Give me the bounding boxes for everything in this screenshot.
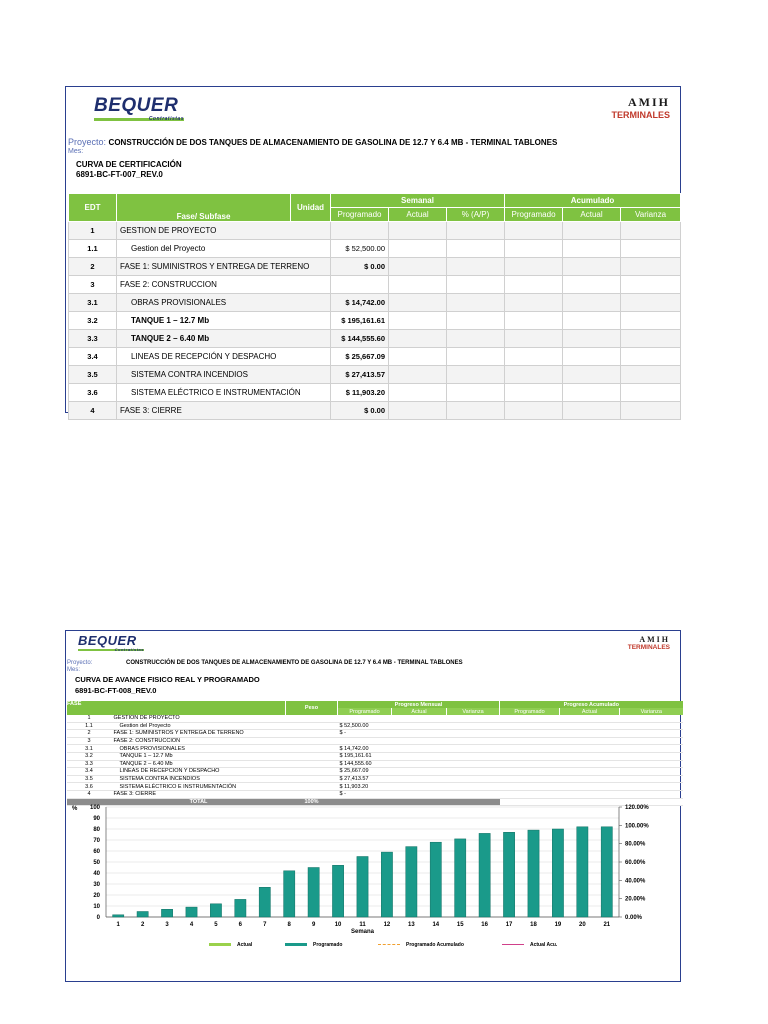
cell-fase: TANQUE 1 – 12.7 Mb xyxy=(117,312,331,330)
bar-programado xyxy=(552,829,563,917)
cell-fase: FASE 3: CIERRE xyxy=(112,790,286,798)
y2-tick-label: 80.00% xyxy=(625,841,646,848)
cell-amount xyxy=(331,222,389,240)
x-tick-label: 9 xyxy=(311,922,316,928)
y-tick-label: 70 xyxy=(93,838,100,844)
cell-fase: LINEAS DE RECEPCIÓN Y DESPACHO xyxy=(112,768,286,776)
y2-tick-label: 40.00% xyxy=(625,878,646,885)
bar-programado xyxy=(528,830,539,917)
x-tick-label: 5 xyxy=(214,922,218,928)
bar-programado xyxy=(381,852,392,917)
x-tick-label: 19 xyxy=(554,922,562,928)
cell-fase: Gestion del Proyecto xyxy=(112,722,286,730)
col-acumulado: Acumulado xyxy=(505,194,681,208)
table-row xyxy=(69,294,681,312)
bar-programado xyxy=(235,899,246,917)
cell-edt: 3 xyxy=(67,737,112,745)
table-row xyxy=(69,402,681,420)
cell-amount: $ 144,555.60 xyxy=(338,760,392,768)
x-tick-label: 2 xyxy=(140,922,145,928)
bar-programado xyxy=(357,857,368,918)
cell-edt: 1.1 xyxy=(67,722,112,730)
x-tick-label: 7 xyxy=(263,922,267,928)
legend-prog-acum xyxy=(378,942,464,948)
table-row xyxy=(69,384,681,402)
legend-swatch xyxy=(378,944,400,945)
sheet-code: 6891-BC-FT-008_REV.0 xyxy=(75,686,157,695)
month-label: Mes: xyxy=(68,148,84,155)
bar-programado xyxy=(186,907,197,917)
table-row xyxy=(69,258,681,276)
cell-fase: FASE 2: CONSTRUCCION xyxy=(117,276,331,294)
amih-logo-text: AMIH xyxy=(639,635,670,644)
cell-amount xyxy=(338,715,392,722)
x-tick-label: 20 xyxy=(579,922,586,928)
y-tick-label: 10 xyxy=(93,904,100,910)
table-row xyxy=(67,722,683,730)
table-row xyxy=(67,760,683,768)
bar-programado xyxy=(210,904,221,917)
legend-swatch xyxy=(285,943,307,946)
bar-programado xyxy=(137,912,148,918)
x-tick-label: 12 xyxy=(383,922,391,928)
y2-tick-label: 100.00% xyxy=(625,823,649,830)
cell-fase: FASE 1: SUMINISTROS Y ENTREGA DE TERRENO xyxy=(112,730,286,738)
col-pct: % (A/P) xyxy=(447,208,505,222)
col-programado: Programado xyxy=(331,208,389,222)
cell-edt: 4 xyxy=(69,402,117,420)
cell-amount: $ 0.00 xyxy=(331,258,389,276)
x-tick-label: 11 xyxy=(359,922,366,928)
cell-amount xyxy=(338,737,392,745)
sheet-title: CURVA DE AVANCE FISICO REAL Y PROGRAMADO xyxy=(75,675,260,684)
table-row xyxy=(69,366,681,384)
col-programado-acum: Programado xyxy=(505,208,563,222)
col-semanal: Semanal xyxy=(331,194,505,208)
y-tick-label: 60 xyxy=(93,849,100,855)
table-row xyxy=(67,768,683,776)
progress-chart xyxy=(66,801,680,941)
cell-amount: $ 52,500.00 xyxy=(338,722,392,730)
x-tick-label: 21 xyxy=(603,922,611,928)
x-tick-label: 16 xyxy=(481,922,488,928)
cell-edt: 3.6 xyxy=(67,783,112,791)
legend-swatch xyxy=(502,944,524,945)
cell-amount: $ 11,903.20 xyxy=(331,384,389,402)
terminales-text: TERMINALES xyxy=(611,110,670,120)
col-actual-acum: Actual xyxy=(563,208,621,222)
y2-tick-label: 20.00% xyxy=(625,896,646,903)
col-programado: Programado xyxy=(338,708,392,715)
cell-amount: $ - xyxy=(338,790,392,798)
bequer-logo-sub: Contratistas xyxy=(114,647,144,652)
cell-amount: $ 195,161.61 xyxy=(338,752,392,760)
cell-amount: $ 195,161.61 xyxy=(331,312,389,330)
legend-label: Actual xyxy=(237,942,253,948)
bar-programado xyxy=(284,871,295,917)
total-peso: 100% xyxy=(286,798,338,806)
bar-programado xyxy=(601,827,612,917)
amih-logo xyxy=(612,95,671,120)
y-tick-label: 50 xyxy=(93,860,100,866)
project-label: Proyecto: xyxy=(67,660,93,666)
terminales-text: TERMINALES xyxy=(627,644,670,651)
cell-amount: $ 14,742.00 xyxy=(338,745,392,753)
table-row xyxy=(69,222,681,240)
legend-actual xyxy=(209,942,252,948)
bar-programado xyxy=(577,827,588,917)
legend-label: Actual Acu. xyxy=(530,942,558,948)
bar-programado xyxy=(332,865,343,917)
cell-fase: FASE 1: SUMINISTROS Y ENTREGA DE TERRENO xyxy=(117,258,331,276)
col-peso: Peso xyxy=(286,701,338,715)
col-edt: EDT xyxy=(69,194,117,222)
certification-table xyxy=(68,193,681,420)
cell-edt: 3.6 xyxy=(69,384,117,402)
col-acumulado: Progreso Acumulado xyxy=(500,701,683,708)
bar-programado xyxy=(503,832,514,917)
x-tick-label: 17 xyxy=(505,922,513,928)
cell-amount xyxy=(331,276,389,294)
project-label: Proyecto: xyxy=(68,137,107,147)
bar-programado xyxy=(259,887,270,917)
cell-edt: 3.5 xyxy=(69,366,117,384)
cell-fase: TANQUE 1 – 12.7 Mb xyxy=(112,752,286,760)
cell-edt: 1 xyxy=(67,715,112,722)
cell-edt: 3 xyxy=(69,276,117,294)
y-tick-label: 80 xyxy=(93,827,100,833)
cell-edt: 1 xyxy=(69,222,117,240)
col-programado-acum: Programado xyxy=(500,708,560,715)
col-actual: Actual xyxy=(392,708,447,715)
bar-programado xyxy=(113,915,124,917)
legend-label: Programado xyxy=(313,942,343,948)
table-row xyxy=(67,783,683,791)
table-row xyxy=(67,790,683,798)
cell-amount: $ 144,555.60 xyxy=(331,330,389,348)
x-tick-label: 8 xyxy=(287,922,291,928)
cell-amount: $ 14,742.00 xyxy=(331,294,389,312)
cell-amount: $ - xyxy=(338,730,392,738)
table-row xyxy=(69,348,681,366)
cell-edt: 2 xyxy=(69,258,117,276)
table-row xyxy=(67,730,683,738)
project-value: CONSTRUCCIÓN DE DOS TANQUES DE ALMACENAMIENTO DE GASOLINA DE 12.7 Y 6.4 MB - TERMINAL TABLONES xyxy=(108,138,558,147)
cell-edt: 2 xyxy=(67,730,112,738)
cell-fase: SISTEMA CONTRA INCENDIOS xyxy=(117,366,331,384)
x-axis-label: Semana xyxy=(350,929,375,935)
table-row xyxy=(69,276,681,294)
x-tick-label: 1 xyxy=(116,922,120,928)
x-tick-label: 14 xyxy=(432,922,440,928)
cell-fase: FASE 2: CONSTRUCCION xyxy=(112,737,286,745)
col-varianza-acum: Varianza xyxy=(620,708,683,715)
sheet-title: CURVA DE CERTIFICACIÓN xyxy=(76,160,182,169)
cell-edt: 3.4 xyxy=(67,768,112,776)
bequer-logo-text: BEQUER xyxy=(94,95,179,116)
cell-edt: 1.1 xyxy=(69,240,117,258)
col-fase: Fase/ Subfase xyxy=(117,194,291,222)
col-fase: FASE xyxy=(67,701,286,715)
cell-edt: 3.4 xyxy=(69,348,117,366)
y2-tick-label: 0.00% xyxy=(625,915,643,921)
cell-edt: 3.5 xyxy=(67,775,112,783)
project-value: CONSTRUCCIÓN DE DOS TANQUES DE ALMACENAMIENTO DE GASOLINA DE 12.7 Y 6.4 MB - TERMINAL TABLONES xyxy=(126,660,463,666)
total-label: TOTAL xyxy=(112,798,286,806)
table-row xyxy=(67,752,683,760)
y-tick-label: 20 xyxy=(93,893,100,899)
col-varianza: Varianza xyxy=(621,208,681,222)
x-tick-label: 13 xyxy=(408,922,415,928)
cell-edt: 3.2 xyxy=(69,312,117,330)
cell-edt: 3.1 xyxy=(67,745,112,753)
cell-fase: SISTEMA ELÉCTRICO E INSTRUMENTACIÓN xyxy=(117,384,331,402)
y-axis-label: % xyxy=(72,806,78,812)
bar-programado xyxy=(406,847,417,917)
cell-edt: 3.3 xyxy=(67,760,112,768)
y-tick-label: 30 xyxy=(93,882,100,888)
table-row xyxy=(69,330,681,348)
cell-fase: GESTION DE PROYECTO xyxy=(112,715,286,722)
x-tick-label: 6 xyxy=(238,922,243,928)
bar-programado xyxy=(479,833,490,917)
cell-fase: OBRAS PROVISIONALES xyxy=(117,294,331,312)
legend-swatch xyxy=(209,943,231,946)
col-varianza: Varianza xyxy=(447,708,500,715)
table-row xyxy=(69,240,681,258)
cell-amount: $ 25,667.09 xyxy=(331,348,389,366)
cell-fase: OBRAS PROVISIONALES xyxy=(112,745,286,753)
project-line xyxy=(68,137,557,147)
cell-amount: $ 25,667.09 xyxy=(338,768,392,776)
y-tick-label: 40 xyxy=(93,871,100,877)
x-tick-label: 10 xyxy=(334,922,342,928)
certification-sheet xyxy=(65,86,681,413)
legend-label: Programado Acumulado xyxy=(406,942,464,948)
bequer-logo xyxy=(78,633,144,651)
amih-logo-text: AMIH xyxy=(628,95,670,109)
bequer-logo xyxy=(94,95,184,121)
table-row xyxy=(69,312,681,330)
sheet-code: 6891-BC-FT-007_REV.0 xyxy=(76,170,163,179)
y-tick-label: 0 xyxy=(96,915,100,921)
cell-amount: $ 0.00 xyxy=(331,402,389,420)
cell-amount: $ 27,413.57 xyxy=(338,775,392,783)
x-tick-label: 4 xyxy=(189,922,194,928)
cell-fase: TANQUE 2 – 6.40 Mb xyxy=(117,330,331,348)
y2-tick-label: 60.00% xyxy=(625,860,646,866)
month-label: Mes: xyxy=(67,667,81,673)
y-tick-label: 100 xyxy=(89,805,100,811)
cell-fase: SISTEMA CONTRA INCENDIOS xyxy=(112,775,286,783)
bar-programado xyxy=(430,842,441,917)
amih-logo xyxy=(628,635,670,651)
bar-programado xyxy=(161,909,172,917)
cell-amount: $ 52,500.00 xyxy=(331,240,389,258)
cell-amount: $ 27,413.57 xyxy=(331,366,389,384)
bar-programado xyxy=(308,868,319,918)
table-row xyxy=(67,775,683,783)
x-tick-label: 18 xyxy=(530,922,537,928)
cell-amount: $ 11,903.20 xyxy=(338,783,392,791)
col-unidad: Unidad xyxy=(291,194,331,222)
cell-edt: 3.1 xyxy=(69,294,117,312)
y-tick-label: 90 xyxy=(93,816,100,822)
bequer-logo-sub: Contratistas xyxy=(148,116,184,122)
cell-edt: 3.3 xyxy=(69,330,117,348)
y2-tick-label: 120.00% xyxy=(625,805,649,811)
table-row xyxy=(67,715,683,722)
cell-fase: TANQUE 2 – 6.40 Mb xyxy=(112,760,286,768)
cell-edt: 3.2 xyxy=(67,752,112,760)
legend-programado xyxy=(285,942,342,948)
cell-fase: LINEAS DE RECEPCIÓN Y DESPACHO xyxy=(117,348,331,366)
cell-fase: SISTEMA ELÉCTRICO E INSTRUMENTACIÓN xyxy=(112,783,286,791)
col-mensual: Progreso Mensual xyxy=(338,701,500,708)
progress-table xyxy=(66,701,683,806)
legend-actual-acum xyxy=(502,942,557,948)
progress-sheet xyxy=(65,630,681,982)
cell-fase: FASE 3: CIERRE xyxy=(117,402,331,420)
x-tick-label: 3 xyxy=(165,922,169,928)
table-row xyxy=(67,745,683,753)
bequer-logo-text: BEQUER xyxy=(78,633,137,648)
col-actual-acum: Actual xyxy=(560,708,620,715)
cell-fase: Gestion del Proyecto xyxy=(117,240,331,258)
cell-fase: GESTION DE PROYECTO xyxy=(117,222,331,240)
col-actual: Actual xyxy=(389,208,447,222)
table-row xyxy=(67,737,683,745)
x-tick-label: 15 xyxy=(456,922,464,928)
bar-programado xyxy=(455,839,466,917)
cell-edt: 4 xyxy=(67,790,112,798)
